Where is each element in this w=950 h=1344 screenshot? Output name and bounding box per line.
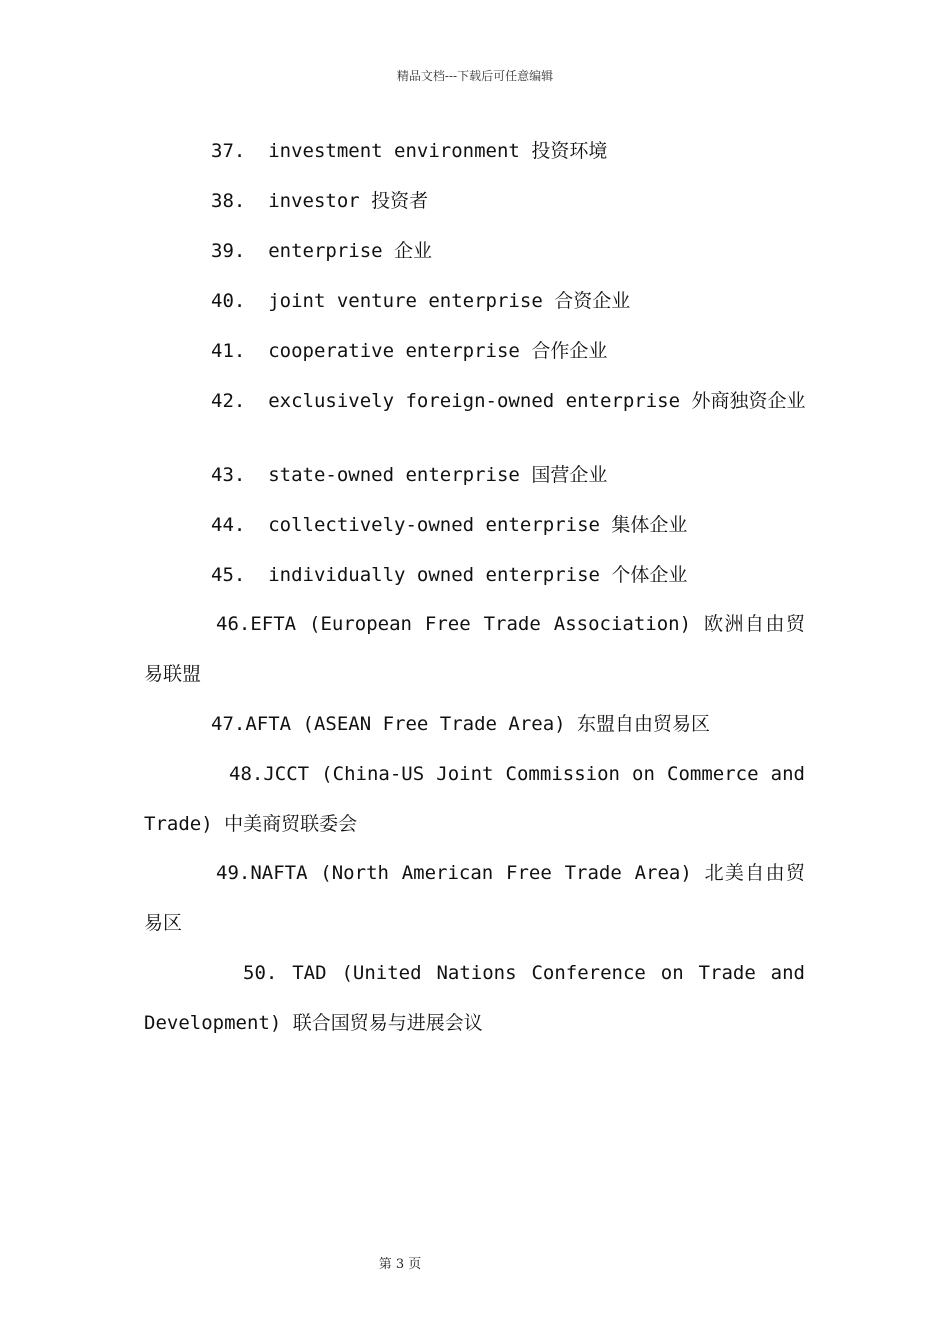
entry-text: individually owned enterprise 个体企业	[268, 564, 688, 586]
entry-45	[211, 563, 687, 587]
entry-44	[211, 513, 687, 537]
entry-48-line1: 48.JCCT (China-US Joint Commission on Commerce and	[229, 763, 805, 785]
entry-49-line2: 易区	[144, 912, 183, 934]
entry-text: investor 投资者	[268, 190, 429, 212]
entry-40	[211, 289, 630, 313]
entry-48-line2: Trade) 中美商贸联委会	[144, 813, 358, 835]
entry-number: 39.	[211, 240, 246, 262]
entry-text: cooperative enterprise 合作企业	[268, 340, 608, 362]
entry-number: 37.	[211, 140, 246, 162]
entry-number: 44.	[211, 514, 246, 536]
entry-text: investment environment 投资环境	[268, 140, 608, 162]
page-header: 精品文档---下载后可任意编辑	[396, 69, 554, 83]
entry-47: 47.AFTA (ASEAN Free Trade Area) 东盟自由贸易区	[211, 713, 711, 735]
page-footer: 第 3 页	[378, 1257, 422, 1272]
entry-text: joint venture enterprise 合资企业	[268, 290, 631, 312]
entry-50-line1: 50. TAD (United Nations Conference on Trade and	[243, 962, 805, 984]
entry-text: collectively-owned enterprise 集体企业	[268, 514, 688, 536]
entry-41	[211, 339, 607, 363]
entry-number: 41.	[211, 340, 246, 362]
entry-46-line1: 46.EFTA (European Free Trade Association) 欧洲自由贸	[216, 613, 805, 635]
entry-38	[211, 189, 428, 213]
entry-text: enterprise 企业	[268, 240, 433, 262]
entry-37	[211, 139, 607, 163]
entry-number: 40.	[211, 290, 246, 312]
entry-49-line1: 49.NAFTA (North American Free Trade Area) 北美自由贸	[216, 862, 805, 884]
entry-50-line2: Development) 联合国贸易与进展会议	[144, 1012, 483, 1034]
entry-46-line2: 易联盟	[144, 663, 202, 685]
entry-text: state-owned enterprise 国营企业	[268, 464, 608, 486]
entry-number: 45.	[211, 564, 246, 586]
entry-39	[211, 239, 432, 263]
entry-42	[211, 389, 805, 413]
entry-number: 42.	[211, 390, 246, 412]
entry-number: 43.	[211, 464, 246, 486]
entry-number: 38.	[211, 190, 246, 212]
entry-text: exclusively foreign-owned enterprise 外商独资企业	[268, 390, 806, 412]
entry-43	[211, 463, 607, 487]
